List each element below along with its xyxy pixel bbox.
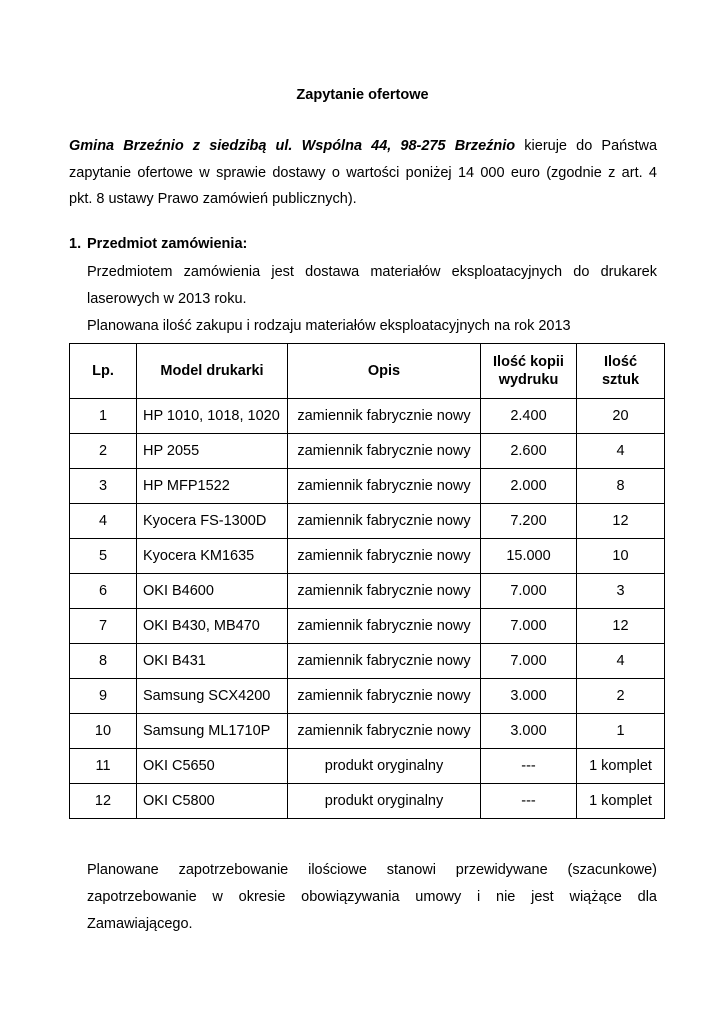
section-1-body-line-1: Przedmiotem zamówienia jest dostawa materiałów eksploatacyjnych do drukarek	[87, 264, 657, 280]
cell-opis: zamiennik fabrycznie nowy	[288, 714, 481, 749]
closing-line-1: Planowane zapotrzebowanie ilościowe stanowi przewidywane (szacunkowe)	[87, 862, 657, 878]
section-1-heading	[69, 236, 247, 252]
cell-kopie: 3.000	[481, 679, 577, 714]
cell-lp: 2	[70, 434, 137, 469]
table-row	[70, 504, 665, 539]
cell-opis: zamiennik fabrycznie nowy	[288, 574, 481, 609]
table-row	[70, 469, 665, 504]
cell-kopie: ---	[481, 749, 577, 784]
cell-lp: 3	[70, 469, 137, 504]
cell-opis: zamiennik fabrycznie nowy	[288, 434, 481, 469]
cell-kopie: 2.600	[481, 434, 577, 469]
section-1-body-line-2: laserowych w 2013 roku.	[87, 290, 247, 307]
intro-paragraph	[69, 133, 657, 213]
header-opis: Opis	[288, 344, 481, 399]
table-row	[70, 749, 665, 784]
header-kopie-line-2: wydruku	[498, 372, 559, 388]
cell-kopie: 3.000	[481, 714, 577, 749]
cell-lp: 11	[70, 749, 137, 784]
cell-kopie: 7.000	[481, 644, 577, 679]
intro-line-2: zapytanie ofertowe w sprawie dostawy o wartości poniżej 14 000 euro (zgodnie z art. 4	[69, 164, 657, 181]
cell-opis: zamiennik fabrycznie nowy	[288, 504, 481, 539]
section-1-body	[87, 259, 657, 312]
cell-lp: 9	[70, 679, 137, 714]
cell-opis: produkt oryginalny	[288, 784, 481, 819]
cell-lp: 4	[70, 504, 137, 539]
header-kopie-line-1: Ilość kopii	[493, 354, 564, 370]
cell-model: Samsung SCX4200	[137, 679, 288, 714]
cell-lp: 1	[70, 399, 137, 434]
cell-sztuk: 12	[577, 504, 665, 539]
cell-opis: zamiennik fabrycznie nowy	[288, 469, 481, 504]
table-row	[70, 399, 665, 434]
closing-line-3: Zamawiającego.	[87, 916, 193, 932]
cell-sztuk: 12	[577, 609, 665, 644]
header-model: Model drukarki	[137, 344, 288, 399]
cell-opis: zamiennik fabrycznie nowy	[288, 399, 481, 434]
table-row	[70, 679, 665, 714]
cell-kopie: 7.000	[481, 574, 577, 609]
cell-model: OKI C5650	[137, 749, 288, 784]
cell-kopie: 2.400	[481, 399, 577, 434]
document-title: Zapytanie ofertowe	[296, 87, 429, 103]
cell-sztuk: 4	[577, 434, 665, 469]
cell-kopie: 15.000	[481, 539, 577, 574]
cell-kopie: 7.000	[481, 609, 577, 644]
intro-line-3: pkt. 8 ustawy Prawo zamówień publicznych).	[69, 191, 357, 207]
cell-model: OKI C5800	[137, 784, 288, 819]
cell-sztuk: 1 komplet	[577, 784, 665, 819]
cell-model: OKI B4600	[137, 574, 288, 609]
cell-sztuk: 2	[577, 679, 665, 714]
cell-sztuk: 1	[577, 714, 665, 749]
cell-opis: zamiennik fabrycznie nowy	[288, 539, 481, 574]
cell-lp: 5	[70, 539, 137, 574]
cell-lp: 8	[70, 644, 137, 679]
cell-model: HP 2055	[137, 434, 288, 469]
closing-line-2: zapotrzebowanie w okresie obowiązywania umowy i nie jest wiążące dla	[87, 889, 657, 905]
cell-lp: 7	[70, 609, 137, 644]
cell-model: HP MFP1522	[137, 469, 288, 504]
cell-sztuk: 8	[577, 469, 665, 504]
table-row	[70, 644, 665, 679]
table-row	[70, 539, 665, 574]
cell-kopie: 7.200	[481, 504, 577, 539]
header-sztuk-line-1: Ilość	[603, 354, 638, 370]
table-row	[70, 609, 665, 644]
cell-sztuk: 20	[577, 399, 665, 434]
cell-kopie: ---	[481, 784, 577, 819]
header-kopie	[481, 344, 577, 399]
table-header-row	[70, 344, 665, 399]
cell-opis: zamiennik fabrycznie nowy	[288, 609, 481, 644]
intro-line-1-rest: kieruje do Państwa	[524, 138, 658, 154]
cell-model: Samsung ML1710P	[137, 714, 288, 749]
cell-sztuk: 3	[577, 574, 665, 609]
section-1-heading-text: Przedmiot zamówienia:	[87, 236, 248, 252]
table-row	[70, 434, 665, 469]
supplies-table	[69, 343, 665, 819]
closing-paragraph	[87, 857, 657, 938]
cell-model: OKI B431	[137, 644, 288, 679]
table-row	[70, 714, 665, 749]
section-1-number: 1.	[69, 236, 82, 252]
cell-opis: produkt oryginalny	[288, 749, 481, 784]
cell-sztuk: 1 komplet	[577, 749, 665, 784]
cell-sztuk: 4	[577, 644, 665, 679]
cell-lp: 12	[70, 784, 137, 819]
cell-sztuk: 10	[577, 539, 665, 574]
cell-model: Kyocera FS-1300D	[137, 504, 288, 539]
header-lp: Lp.	[70, 344, 137, 399]
cell-lp: 10	[70, 714, 137, 749]
intro-line-1	[69, 133, 657, 160]
cell-opis: zamiennik fabrycznie nowy	[288, 679, 481, 714]
cell-model: OKI B430, MB470	[137, 609, 288, 644]
table-row	[70, 784, 665, 819]
cell-kopie: 2.000	[481, 469, 577, 504]
cell-model: HP 1010, 1018, 1020	[137, 399, 288, 434]
plan-line: Planowana ilość zakupu i rodzaju materiałów eksploatacyjnych na rok 2013	[87, 318, 571, 334]
table-row	[70, 574, 665, 609]
header-sztuk-line-2: sztuk	[601, 372, 640, 388]
cell-lp: 6	[70, 574, 137, 609]
cell-model: Kyocera KM1635	[137, 539, 288, 574]
cell-opis: zamiennik fabrycznie nowy	[288, 644, 481, 679]
header-sztuk	[577, 344, 665, 399]
intro-lead: Gmina Brzeźnio z siedzibą ul. Wspólna 44, 98-275 Brzeźnio	[69, 138, 516, 154]
